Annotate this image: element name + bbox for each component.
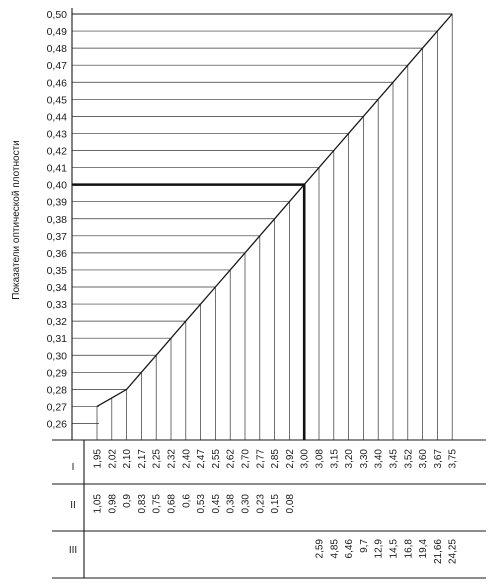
y-tick-label: 0,27 xyxy=(46,401,67,414)
y-tick-label: 0,45 xyxy=(46,94,67,107)
table-value: 0,23 xyxy=(255,494,267,514)
table-value: 2,02 xyxy=(107,449,119,469)
table-value: 3,30 xyxy=(358,449,370,469)
value-drop-lines xyxy=(97,14,452,440)
table-value: 4,85 xyxy=(329,539,341,559)
y-tick-label: 0,47 xyxy=(46,60,67,73)
y-tick-label: 0,28 xyxy=(46,384,67,397)
table-value: 2,62 xyxy=(225,449,237,469)
y-tick-label: 0,31 xyxy=(46,333,67,346)
table-value: 3,75 xyxy=(447,449,459,469)
y-tick-label: 0,29 xyxy=(46,367,67,380)
table-value: 19,4 xyxy=(418,539,430,559)
y-axis-label: Показатели оптической плотности xyxy=(11,140,22,300)
table-value: 2,40 xyxy=(181,449,193,469)
table-value: 0,9 xyxy=(122,494,134,508)
table-value: 0,53 xyxy=(196,494,208,514)
y-tick-label: 0,46 xyxy=(46,77,67,90)
y-tick-label: 0,26 xyxy=(46,418,67,431)
table-value: 0,30 xyxy=(240,494,252,514)
table-value: 1,05 xyxy=(92,494,104,514)
y-tick-label: 0,41 xyxy=(46,162,67,175)
y-tick-label: 0,30 xyxy=(46,350,67,363)
axes xyxy=(52,8,486,578)
table-value: 0,15 xyxy=(270,494,282,514)
table-value: 0,08 xyxy=(284,494,296,514)
table-row-label: III xyxy=(68,545,78,556)
table-value: 24,25 xyxy=(447,539,459,565)
y-tick-label: 0,48 xyxy=(46,43,67,56)
table-value: 2,70 xyxy=(240,449,252,469)
table-value: 3,60 xyxy=(418,449,430,469)
table-value: 3,40 xyxy=(373,449,385,469)
table-value: 2,59 xyxy=(314,539,326,559)
table-value: 3,52 xyxy=(403,449,415,469)
grid-lines xyxy=(72,14,452,424)
table-value: 2,32 xyxy=(166,449,178,469)
table-value: 0,68 xyxy=(166,494,178,514)
table-value: 3,00 xyxy=(299,449,311,469)
y-tick-label: 0,32 xyxy=(46,316,67,329)
table-value: 2,77 xyxy=(255,449,267,469)
table-value: 3,20 xyxy=(344,449,356,469)
y-tick-label: 0,36 xyxy=(46,247,67,260)
table-value: 2,25 xyxy=(151,449,163,469)
y-tick-label: 0,49 xyxy=(46,26,67,39)
table-value: 3,67 xyxy=(432,449,444,469)
table-value: 2,17 xyxy=(136,449,148,469)
y-tick-label: 0,33 xyxy=(46,299,67,312)
y-tick-label: 0,42 xyxy=(46,145,67,158)
table-value: 0,83 xyxy=(136,494,148,514)
table-value: 12,9 xyxy=(373,539,385,559)
table-value: 0,75 xyxy=(151,494,163,514)
table-value: 2,85 xyxy=(270,449,282,469)
highlight-path xyxy=(72,185,304,440)
table-value: 14,5 xyxy=(388,539,400,559)
table-row-label: I xyxy=(71,462,75,473)
value-table xyxy=(69,449,459,564)
table-value: 0,98 xyxy=(107,494,119,514)
table-value: 2,92 xyxy=(284,449,296,469)
y-tick-label: 0,37 xyxy=(46,230,67,243)
y-tick-label: 0,39 xyxy=(46,196,67,209)
table-value: 2,55 xyxy=(210,449,222,469)
table-value: 9,7 xyxy=(358,539,370,553)
y-tick-label: 0,44 xyxy=(46,111,67,124)
y-tick-label: 0,43 xyxy=(46,128,67,141)
table-value: 1,95 xyxy=(92,449,104,469)
y-tick-label: 0,50 xyxy=(46,9,67,21)
table-value: 2,47 xyxy=(196,449,208,469)
table-value: 6,46 xyxy=(344,539,356,559)
table-value: 3,45 xyxy=(388,449,400,469)
table-value: 0,6 xyxy=(181,494,193,508)
table-value: 21,66 xyxy=(432,539,444,565)
y-tick-label: 0,38 xyxy=(46,213,67,226)
table-row-label: II xyxy=(70,500,76,511)
table-value: 0,38 xyxy=(225,494,237,514)
y-tick-label: 0,35 xyxy=(46,264,67,277)
table-value: 3,08 xyxy=(314,449,326,469)
y-tick-labels xyxy=(47,9,68,431)
y-tick-label: 0,40 xyxy=(46,179,67,192)
table-value: 0,45 xyxy=(210,494,222,514)
table-value: 16,8 xyxy=(403,539,415,559)
table-value: 2,10 xyxy=(122,449,134,469)
y-tick-label: 0,34 xyxy=(46,282,67,294)
table-value: 3,15 xyxy=(329,449,341,469)
